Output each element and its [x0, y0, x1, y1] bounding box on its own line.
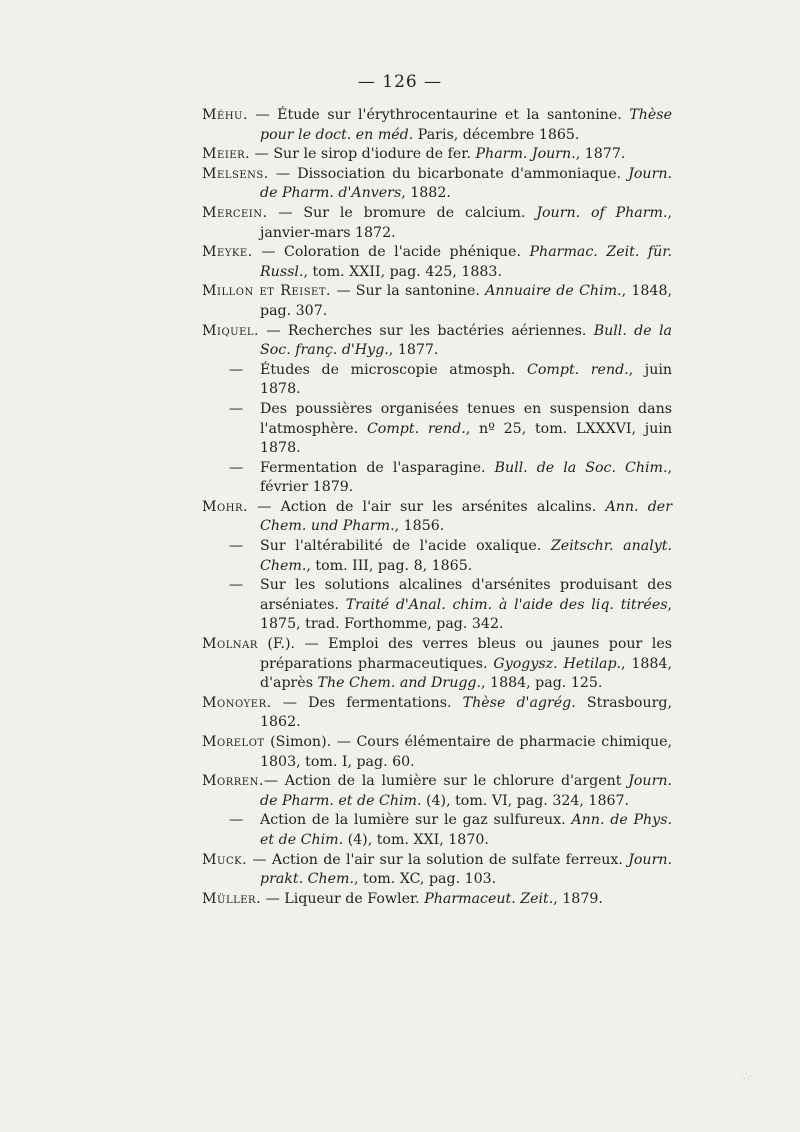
- entry-text: , 1882.: [401, 185, 451, 202]
- entry-journal-title: Compt. rend.: [366, 420, 466, 437]
- bibliography-entry: [202, 635, 672, 694]
- bibliography-entry: [202, 851, 672, 890]
- entry-ditto-dash: —: [229, 459, 244, 476]
- entry-text: , 1884, pag. 125.: [481, 675, 603, 692]
- entry-text: , 1877.: [575, 146, 626, 163]
- bibliography-entry: [202, 282, 672, 321]
- entry-text: , 1877.: [388, 342, 439, 359]
- entry-text: Strasbourg, 1862.: [260, 694, 672, 731]
- entry-journal-title: Thèse pour le doct. en méd.: [260, 107, 672, 143]
- entry-text: , février 1879.: [260, 459, 672, 496]
- entry-text: , 1848, pag. 307.: [260, 283, 672, 319]
- entry-journal-title: Annuaire de Chim.: [485, 283, 622, 300]
- entry-author: Mercein.: [202, 204, 268, 221]
- bibliography-entry: [202, 322, 672, 361]
- entry-journal-title: Pharmac. Zeit. für. Russl.: [260, 244, 672, 280]
- entry-text: Fermentation de l'asparagine.: [260, 459, 495, 476]
- entry-text: — Sur la santonine.: [331, 283, 486, 300]
- entry-journal-title: Journ. de Pharm. d'Anvers: [260, 165, 672, 202]
- bibliography-entry: [202, 400, 672, 459]
- entry-text: , nº 25, tom. LXXXVI, juin 1878.: [260, 420, 673, 457]
- entry-text: Paris, décembre 1865.: [413, 126, 580, 143]
- entry-author: Morren.: [202, 773, 264, 790]
- bibliography-entry: [202, 243, 672, 282]
- entry-journal-title: Bull. de la Soc. franç. d'Hyg.: [260, 322, 672, 359]
- entry-author: Monoyer.: [202, 694, 272, 711]
- entry-text: — Étude sur l'érythrocentaurine et la santonine.: [248, 107, 630, 123]
- entry-text: Études de microscopie atmosph.: [260, 361, 528, 378]
- bibliography-list: [202, 106, 672, 909]
- entry-text: (F.). — Emploi des verres bleus ou jaunes pour les préparations pharmaceutiques.: [257, 636, 672, 672]
- entry-text: , tom. XXII, pag. 425, 1883.: [303, 263, 502, 280]
- entry-text: , 1884, d'après: [260, 655, 672, 692]
- entry-author: Miquel.: [202, 322, 260, 339]
- bibliography-entry: [202, 811, 672, 850]
- entry-text: , janvier-mars 1872.: [260, 204, 672, 241]
- entry-text: — Sur le sirop d'iodure de fer.: [250, 146, 476, 163]
- entry-journal-title: Traité d'Anal. chim. à l'aide des liq. titrées: [345, 596, 668, 613]
- entry-journal-title: Bull. de la Soc. Chim.: [494, 459, 668, 476]
- bibliography-entry: [202, 576, 672, 635]
- entry-text: Action de la lumière sur le gaz sulfureux.: [260, 812, 572, 829]
- entry-text: Sur l'altérabilité de l'acide oxalique.: [260, 538, 551, 555]
- entry-journal-title: Pharmaceut. Zeit.: [424, 890, 554, 907]
- entry-author: Millon et Reiset.: [202, 283, 332, 300]
- entry-author: Melsens.: [202, 165, 269, 182]
- bibliography-entry: [202, 498, 672, 537]
- entry-text: , juin 1878.: [260, 361, 673, 398]
- entry-journal-title: Gyogysz. Hetilap.: [493, 655, 622, 672]
- entry-text: — Dissociation du bicarbonate d'ammoniaque.: [268, 165, 629, 182]
- entry-text: , tom. XC, pag. 103.: [354, 871, 497, 888]
- entry-text: — Liqueur de Fowler.: [261, 890, 425, 907]
- entry-text: — Recherches sur les bactéries aériennes.: [259, 322, 594, 339]
- bibliography-entry: [202, 361, 672, 400]
- entry-journal-title: Zeitschr. analyt. Chem.: [260, 538, 672, 574]
- entry-author: Müller.: [202, 890, 262, 907]
- entry-journal-title: The Chem. and Drugg.: [317, 675, 482, 692]
- entry-author: Morelot: [202, 734, 265, 750]
- paper-speckle-decoration: ·∴·: [740, 1072, 753, 1083]
- entry-author: Molnar: [202, 636, 258, 653]
- page-number: — 126 —: [357, 72, 443, 92]
- bibliography-entry: [202, 890, 672, 910]
- bibliography-entry: [202, 459, 672, 498]
- bibliography-entry: [202, 537, 672, 576]
- entry-text: , 1875, trad. Forthomme, pag. 342.: [260, 596, 673, 633]
- entry-ditto-dash: —: [229, 812, 244, 829]
- bibliography-entry: [202, 204, 672, 243]
- entry-text: (4), tom. XXI, 1870.: [343, 831, 489, 848]
- entry-journal-title: Ann. der Chem. und Pharm.: [260, 498, 672, 535]
- entry-author: Muck.: [202, 851, 248, 868]
- entry-ditto-dash: —: [229, 400, 244, 417]
- entry-journal-title: Journ. of Pharm.: [536, 204, 668, 221]
- entry-text: Des poussières organisées tenues en suspension dans l'atmosphère.: [260, 400, 672, 437]
- entry-ditto-dash: —: [229, 361, 244, 378]
- entry-text: — Action de la lumière sur le chlorure d'argent: [263, 773, 629, 790]
- entry-text: — Action de l'air sur les arsénites alcalins.: [248, 498, 606, 515]
- entry-text: , tom. III, pag. 8, 1865.: [306, 557, 473, 574]
- entry-text: (Simon). — Cours élémentaire de pharmacie chimique, 1803, tom. I, pag. 60.: [260, 734, 672, 770]
- entry-author: Meier.: [202, 146, 251, 163]
- entry-journal-title: Pharm. Journ.: [475, 146, 576, 163]
- bibliography-entry: [202, 694, 672, 733]
- entry-text: — Des fermentations.: [271, 694, 463, 711]
- entry-journal-title: Thèse d'agrég.: [462, 694, 576, 711]
- bibliography-entry: [202, 165, 672, 204]
- entry-journal-title: Journ. prakt. Chem.: [260, 851, 672, 888]
- entry-text: (4), tom. VI, pag. 324, 1867.: [421, 792, 630, 809]
- bibliography-entry: [202, 106, 672, 145]
- entry-text: — Coloration de l'acide phénique.: [252, 244, 530, 261]
- entry-text: , 1879.: [553, 890, 603, 907]
- entry-text: — Action de l'air sur la solution de sulfate ferreux.: [247, 851, 629, 868]
- entry-author: Meyke.: [202, 244, 253, 261]
- bibliography-entry: [202, 772, 672, 811]
- entry-ditto-dash: —: [229, 538, 244, 555]
- entry-ditto-dash: —: [229, 577, 244, 594]
- entry-journal-title: Compt. rend.: [527, 361, 629, 378]
- entry-author: Mohr.: [202, 498, 248, 515]
- bibliography-entry: [202, 145, 672, 165]
- bibliography-entry: [202, 733, 672, 772]
- entry-journal-title: Journ. de Pharm. et de Chim.: [260, 773, 672, 809]
- entry-text: , 1856.: [394, 518, 445, 535]
- entry-journal-title: Ann. de Phys. et de Chim.: [260, 812, 672, 848]
- entry-text: — Sur le bromure de calcium.: [267, 204, 537, 221]
- entry-author: Méhu.: [202, 107, 248, 123]
- entry-text: Sur les solutions alcalines d'arsénites produisant des arséniates.: [260, 577, 672, 613]
